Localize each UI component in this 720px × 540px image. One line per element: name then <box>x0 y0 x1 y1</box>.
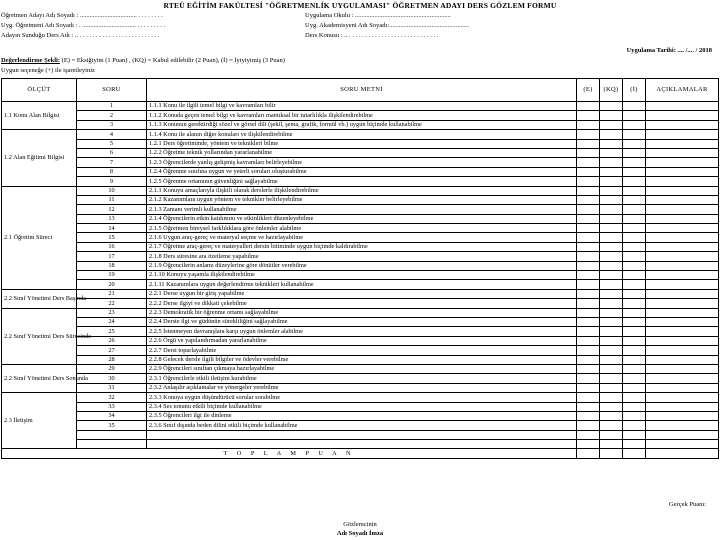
table-row <box>2 120 719 129</box>
notes-cell[interactable] <box>646 393 719 402</box>
score-e-cell[interactable] <box>577 224 600 233</box>
table-row <box>2 336 719 345</box>
score-e-cell[interactable] <box>577 186 600 195</box>
legend-items: (E) = Eksiğiyim (1 Puan) , (KQ) = Kabul edilebilir (2 Puan), (İ) = İyiyiyimiş (3 Puan) <box>61 57 285 64</box>
total-score-cell[interactable] <box>600 449 623 458</box>
score-i-cell[interactable] <box>623 346 646 355</box>
table-row <box>2 421 719 430</box>
table-row <box>2 233 719 242</box>
score-e-cell[interactable] <box>577 364 600 373</box>
question-number: 3 <box>77 120 147 129</box>
score-e-cell[interactable] <box>577 346 600 355</box>
question-text: 2.2.9 Öğrencileri sınıftan çıkmaya hazırlayabilme <box>147 364 577 373</box>
question-text: 2.3.3 Konuya uygun düşündürücü sorular sorabilme <box>147 393 577 402</box>
score-e-cell[interactable] <box>577 261 600 270</box>
header-text: SORU METNİ <box>147 79 577 102</box>
question-text: 2.1.7 Öğretme araç-gereç ve materyalleri dersin bitiminde uygun biçimde kaldırabilme <box>147 242 577 251</box>
header-kq: (KQ) <box>600 79 623 102</box>
score-i-cell[interactable] <box>623 289 646 298</box>
score-i-cell[interactable] <box>623 299 646 308</box>
question-number: 31 <box>77 383 147 392</box>
question-number: 13 <box>77 214 147 223</box>
score-kq-cell[interactable] <box>600 120 623 129</box>
question-text: 1.1.4 Konu ile alanın diğer konuları ve ilişkilendirebilme <box>147 130 577 139</box>
table-row <box>2 308 719 317</box>
score-kq-cell[interactable] <box>600 148 623 157</box>
criterion-cell: 1.2 Alan Eğitimi Bilgisi <box>2 130 77 186</box>
total-label: T O P L A M P U A N <box>2 449 577 458</box>
question-text: 2.1.8 Ders süresine ara özetleme yapabilme <box>147 252 577 261</box>
header-notes: AÇIKLAMALAR <box>646 79 719 102</box>
question-number <box>77 430 147 439</box>
score-e-cell[interactable] <box>577 430 600 439</box>
question-text: 2.1.5 Öğretmen bireysel farklılıklara göre önlemler alabilme <box>147 224 577 233</box>
info-topic: Ders Konusu : .. . . . . . . . . . . . . . . . . . . . . . . . . . . . . <box>305 32 439 39</box>
score-kq-cell[interactable] <box>600 271 623 280</box>
table-row <box>2 139 719 148</box>
question-text: 2.1.9 Öğrencilerin anlamı düzeylerine göre dönütler verebilme <box>147 261 577 270</box>
notes-cell[interactable] <box>646 317 719 326</box>
question-number: 6 <box>77 148 147 157</box>
table-row <box>2 411 719 420</box>
table-row <box>2 327 719 336</box>
score-i-cell[interactable] <box>623 308 646 317</box>
question-text: 2.1.11 Kazanımlara uygun değerlendirme teknikleri kullanabilme <box>147 280 577 289</box>
question-text: 2.2.8 Gelecek dersle ilgili bilgiler ve ödevler verebilme <box>147 355 577 364</box>
score-kq-cell[interactable] <box>600 261 623 270</box>
criterion-cell: 2.1 Öğretim Süreci <box>2 186 77 289</box>
score-kq-cell[interactable] <box>600 355 623 364</box>
notes-cell[interactable] <box>646 186 719 195</box>
header-no: SORU <box>77 79 147 102</box>
question-number: 14 <box>77 224 147 233</box>
question-number: 21 <box>77 289 147 298</box>
real-score-label: Gerçek Puanı: <box>668 501 706 508</box>
notes-cell[interactable] <box>646 327 719 336</box>
question-text: 2.3.2 Anlaşılır açıklamalar ve yönergeler verebilme <box>147 383 577 392</box>
notes-cell[interactable] <box>646 224 719 233</box>
score-i-cell[interactable] <box>623 233 646 242</box>
score-i-cell[interactable] <box>623 261 646 270</box>
notes-cell[interactable] <box>646 205 719 214</box>
table-row <box>2 186 719 195</box>
total-notes-cell[interactable] <box>646 449 719 458</box>
score-kq-cell[interactable] <box>600 224 623 233</box>
total-score-cell[interactable] <box>577 449 600 458</box>
score-i-cell[interactable] <box>623 364 646 373</box>
score-i-cell[interactable] <box>623 195 646 204</box>
question-number: 25 <box>77 327 147 336</box>
score-i-cell[interactable] <box>623 111 646 120</box>
criterion-cell: 2.3 İletişim <box>2 393 77 449</box>
question-text: 2.2.1 Derse uygun bir giriş yapabilme <box>147 289 577 298</box>
header-e: (E) <box>577 79 600 102</box>
notes-cell[interactable] <box>646 139 719 148</box>
notes-cell[interactable] <box>646 355 719 364</box>
question-text <box>147 440 577 449</box>
score-e-cell[interactable] <box>577 355 600 364</box>
score-kq-cell[interactable] <box>600 336 623 345</box>
score-i-cell[interactable] <box>623 383 646 392</box>
score-kq-cell[interactable] <box>600 327 623 336</box>
table-row <box>2 364 719 373</box>
score-kq-cell[interactable] <box>600 411 623 420</box>
question-text: 1.2.5 Öğrenme ortamının güvenliğini sağlayabilme <box>147 177 577 186</box>
question-text: 1.1.1 Konu ile ilgili temel bilgi ve kavramları bilir <box>147 102 577 111</box>
question-text: 2.1.10 Konuyu yaşamla ilişkilendirebilme <box>147 271 577 280</box>
score-i-cell[interactable] <box>623 280 646 289</box>
question-text: 2.1.3 Zamanı verimli kullanabilme <box>147 205 577 214</box>
score-e-cell[interactable] <box>577 402 600 411</box>
score-kq-cell[interactable] <box>600 430 623 439</box>
score-e-cell[interactable] <box>577 280 600 289</box>
form-title: RTEÜ EĞİTİM FAKÜLTESİ "ÖĞRETMENLİK UYGULAMASI" ÖĞRETMEN ADAYI DERS GÖZLEM FORMU <box>163 1 557 10</box>
legend-instruction: Uygun seçeneğe (+) ile işaretleyiniz <box>1 67 95 74</box>
question-number: 30 <box>77 374 147 383</box>
question-text: 2.1.1 Konuyu amaçlarıyla ilişkili olarak derslerle ilişkilendirebilme <box>147 186 577 195</box>
question-text: 1.1.2 Konuda geçen temel bilgi ve kavramları mantıksal bir tutarlılıkla ilişkilendirebilme <box>147 111 577 120</box>
question-number: 26 <box>77 336 147 345</box>
score-kq-cell[interactable] <box>600 111 623 120</box>
criterion-cell: 2.2 Sınıf Yönetimi Ders Başında <box>2 289 77 308</box>
score-kq-cell[interactable] <box>600 402 623 411</box>
score-i-cell[interactable] <box>623 252 646 261</box>
observer-label: Gözlemcinin <box>343 521 377 528</box>
score-e-cell[interactable] <box>577 148 600 157</box>
score-kq-cell[interactable] <box>600 374 623 383</box>
score-kq-cell[interactable] <box>600 130 623 139</box>
score-i-cell[interactable] <box>623 411 646 420</box>
table-row <box>2 402 719 411</box>
score-e-cell[interactable] <box>577 327 600 336</box>
question-number: 16 <box>77 242 147 251</box>
score-kq-cell[interactable] <box>600 252 623 261</box>
info-school: Uygulama Okulu : ........................................................... <box>305 12 451 19</box>
score-e-cell[interactable] <box>577 299 600 308</box>
table-row <box>2 393 719 402</box>
question-number: 29 <box>77 364 147 373</box>
score-i-cell[interactable] <box>623 120 646 129</box>
score-kq-cell[interactable] <box>600 440 623 449</box>
score-e-cell[interactable] <box>577 308 600 317</box>
question-text: 1.2.1 Ders öğretiminde, yöntem ve teknikleri bilme <box>147 139 577 148</box>
score-e-cell[interactable] <box>577 421 600 430</box>
score-kq-cell[interactable] <box>600 205 623 214</box>
table-row <box>2 271 719 280</box>
score-e-cell[interactable] <box>577 167 600 176</box>
observation-table <box>1 78 719 459</box>
question-text: 2.3.1 Öğrencilerle etkili iletişim kurabilme <box>147 374 577 383</box>
question-text: 2.2.2 Derse ilgiyi ve dikkati çekebilme <box>147 299 577 308</box>
question-text: 1.2.2 Öğretme teknik yollarından yararlanabilme <box>147 148 577 157</box>
notes-cell[interactable] <box>646 308 719 317</box>
evaluation-legend <box>1 57 285 64</box>
question-number: 7 <box>77 158 147 167</box>
notes-cell[interactable] <box>646 374 719 383</box>
notes-cell[interactable] <box>646 252 719 261</box>
score-kq-cell[interactable] <box>600 289 623 298</box>
score-e-cell[interactable] <box>577 440 600 449</box>
header-criterion: ÖLÇÜT <box>2 79 77 102</box>
score-e-cell[interactable] <box>577 271 600 280</box>
score-i-cell[interactable] <box>623 355 646 364</box>
score-i-cell[interactable] <box>623 167 646 176</box>
application-date: Uygulama Tarihi: .... /.... / 2018 <box>626 47 712 54</box>
question-text: 1.2.4 Öğrenme sınıfına uygun ve yeterli soruları oluşturabilme <box>147 167 577 176</box>
notes-cell[interactable] <box>646 336 719 345</box>
notes-cell[interactable] <box>646 177 719 186</box>
table-row <box>2 355 719 364</box>
question-number: 28 <box>77 355 147 364</box>
table-row <box>2 346 719 355</box>
criterion-cell: 2.2 Sınıf Yönetimi Ders Sonunda <box>2 364 77 392</box>
score-kq-cell[interactable] <box>600 364 623 373</box>
score-i-cell[interactable] <box>623 158 646 167</box>
question-number: 15 <box>77 233 147 242</box>
notes-cell[interactable] <box>646 148 719 157</box>
score-i-cell[interactable] <box>623 374 646 383</box>
question-number: 5 <box>77 139 147 148</box>
question-number: 18 <box>77 261 147 270</box>
table-row <box>2 205 719 214</box>
score-kq-cell[interactable] <box>600 102 623 111</box>
question-text: 2.2.4 Derste ilgi ve güdünün sürekliliğini sağlayabilme <box>147 317 577 326</box>
question-text: 2.3.5 Öğrencileri ilgi ile dinleme <box>147 411 577 420</box>
question-number: 27 <box>77 346 147 355</box>
score-e-cell[interactable] <box>577 289 600 298</box>
notes-cell[interactable] <box>646 299 719 308</box>
question-text: 2.1.2 Kazanımlara uygun yöntem ve teknikler belirleyebilme <box>147 195 577 204</box>
question-number: 19 <box>77 271 147 280</box>
score-e-cell[interactable] <box>577 233 600 242</box>
question-number: 17 <box>77 252 147 261</box>
question-text: 2.3.6 Sınıf dışında beden dilini etkili biçimde kullanabilme <box>147 421 577 430</box>
score-i-cell[interactable] <box>623 139 646 148</box>
score-kq-cell[interactable] <box>600 421 623 430</box>
score-i-cell[interactable] <box>623 393 646 402</box>
score-e-cell[interactable] <box>577 120 600 129</box>
table-row <box>2 224 719 233</box>
score-i-cell[interactable] <box>623 224 646 233</box>
notes-cell[interactable] <box>646 195 719 204</box>
score-i-cell[interactable] <box>623 102 646 111</box>
score-kq-cell[interactable] <box>600 383 623 392</box>
info-course: Adayın Sunduğu Ders Adı : .. . . . . . . . . . . . . . . . . . . . . . . . . . <box>1 32 160 39</box>
score-kq-cell[interactable] <box>600 195 623 204</box>
question-text: 1.1.3 Konunun gerektirdiği sözel ve görsel dili (şekil, şema, grafik, formül vb.) uygun biçimde kullanabilme <box>147 120 577 129</box>
score-i-cell[interactable] <box>623 205 646 214</box>
score-i-cell[interactable] <box>623 440 646 449</box>
notes-cell[interactable] <box>646 421 719 430</box>
question-text <box>147 430 577 439</box>
info-academic: Uyg. Akademisyeni Adı Soyadı:................................................. <box>305 22 469 29</box>
notes-cell[interactable] <box>646 111 719 120</box>
notes-cell[interactable] <box>646 411 719 420</box>
notes-cell[interactable] <box>646 271 719 280</box>
question-number: 12 <box>77 205 147 214</box>
table-row <box>2 158 719 167</box>
total-row <box>2 449 719 458</box>
question-number: 23 <box>77 308 147 317</box>
score-i-cell[interactable] <box>623 327 646 336</box>
score-kq-cell[interactable] <box>600 346 623 355</box>
score-i-cell[interactable] <box>623 177 646 186</box>
score-e-cell[interactable] <box>577 205 600 214</box>
score-e-cell[interactable] <box>577 383 600 392</box>
score-i-cell[interactable] <box>623 130 646 139</box>
score-kq-cell[interactable] <box>600 308 623 317</box>
score-e-cell[interactable] <box>577 252 600 261</box>
notes-cell[interactable] <box>646 167 719 176</box>
notes-cell[interactable] <box>646 402 719 411</box>
question-number: 35 <box>77 421 147 430</box>
question-text: 2.2.5 İstenmeyen davranışlara karşı uygun önlemler alabilme <box>147 327 577 336</box>
score-kq-cell[interactable] <box>600 186 623 195</box>
score-kq-cell[interactable] <box>600 214 623 223</box>
score-i-cell[interactable] <box>623 421 646 430</box>
score-kq-cell[interactable] <box>600 280 623 289</box>
observer-signature <box>0 520 720 538</box>
score-e-cell[interactable] <box>577 374 600 383</box>
total-score-cell[interactable] <box>623 449 646 458</box>
table-row <box>2 111 719 120</box>
legend-label: Değerlendirme Şekli: <box>1 57 61 64</box>
score-e-cell[interactable] <box>577 111 600 120</box>
question-number: 4 <box>77 130 147 139</box>
criterion-cell: 1.1 Konu Alan Bilgisi <box>2 102 77 130</box>
score-kq-cell[interactable] <box>600 242 623 251</box>
notes-cell[interactable] <box>646 242 719 251</box>
question-number <box>77 440 147 449</box>
score-e-cell[interactable] <box>577 242 600 251</box>
score-i-cell[interactable] <box>623 242 646 251</box>
notes-cell[interactable] <box>646 102 719 111</box>
question-number: 1 <box>77 102 147 111</box>
score-kq-cell[interactable] <box>600 158 623 167</box>
score-i-cell[interactable] <box>623 271 646 280</box>
table-row <box>2 383 719 392</box>
score-kq-cell[interactable] <box>600 177 623 186</box>
table-row <box>2 280 719 289</box>
score-i-cell[interactable] <box>623 317 646 326</box>
table-row <box>2 430 719 439</box>
table-row <box>2 317 719 326</box>
score-e-cell[interactable] <box>577 411 600 420</box>
question-text: 2.3.4 Ses tonunu etkili biçimde kullanabilme <box>147 402 577 411</box>
score-e-cell[interactable] <box>577 317 600 326</box>
table-row <box>2 374 719 383</box>
score-i-cell[interactable] <box>623 402 646 411</box>
question-number: 2 <box>77 111 147 120</box>
notes-cell[interactable] <box>646 233 719 242</box>
notes-cell[interactable] <box>646 289 719 298</box>
table-row <box>2 167 719 176</box>
score-kq-cell[interactable] <box>600 317 623 326</box>
table-row <box>2 440 719 449</box>
question-text: 2.2.6 Örgü ve yapılandırmadan yararlanabilme <box>147 336 577 345</box>
score-e-cell[interactable] <box>577 214 600 223</box>
question-number: 32 <box>77 393 147 402</box>
score-i-cell[interactable] <box>623 336 646 345</box>
notes-cell[interactable] <box>646 440 719 449</box>
score-e-cell[interactable] <box>577 336 600 345</box>
score-e-cell[interactable] <box>577 393 600 402</box>
notes-cell[interactable] <box>646 346 719 355</box>
score-e-cell[interactable] <box>577 102 600 111</box>
header-i: (İ) <box>623 79 646 102</box>
notes-cell[interactable] <box>646 430 719 439</box>
notes-cell[interactable] <box>646 364 719 373</box>
question-number: 8 <box>77 167 147 176</box>
score-e-cell[interactable] <box>577 130 600 139</box>
table-row <box>2 148 719 157</box>
notes-cell[interactable] <box>646 130 719 139</box>
table-row <box>2 177 719 186</box>
table-row <box>2 195 719 204</box>
score-e-cell[interactable] <box>577 139 600 148</box>
table-row <box>2 214 719 223</box>
question-number: 10 <box>77 186 147 195</box>
question-number: 22 <box>77 299 147 308</box>
table-row <box>2 242 719 251</box>
score-i-cell[interactable] <box>623 430 646 439</box>
table-row <box>2 261 719 270</box>
notes-cell[interactable] <box>646 261 719 270</box>
score-kq-cell[interactable] <box>600 393 623 402</box>
question-number: 11 <box>77 195 147 204</box>
score-e-cell[interactable] <box>577 195 600 204</box>
question-text: 2.1.6 Uygun araç-gereç ve materyal seçme ve hazırlayabilme <box>147 233 577 242</box>
question-text: 2.2.3 Demokratik bir öğrenme ortamı sağlayabilme <box>147 308 577 317</box>
question-text: 2.2.7 Dersi toparlayabilme <box>147 346 577 355</box>
question-number: 24 <box>77 317 147 326</box>
table-row <box>2 252 719 261</box>
score-e-cell[interactable] <box>577 177 600 186</box>
table-row <box>2 130 719 139</box>
score-i-cell[interactable] <box>623 214 646 223</box>
score-kq-cell[interactable] <box>600 299 623 308</box>
question-number: 34 <box>77 411 147 420</box>
table-row <box>2 289 719 298</box>
table-row <box>2 102 719 111</box>
criterion-cell: 2.2 Sınıf Yönetimi Ders Sürecinde <box>2 308 77 364</box>
notes-cell[interactable] <box>646 120 719 129</box>
score-kq-cell[interactable] <box>600 139 623 148</box>
score-kq-cell[interactable] <box>600 167 623 176</box>
question-text: 2.1.4 Öğrencilerin etkin katılımını ve etkinlikleri düzenleyebilme <box>147 214 577 223</box>
notes-cell[interactable] <box>646 158 719 167</box>
question-text: 1.2.3 Öğrencilerde yanlış gelişmiş kavramları belirleyebilme <box>147 158 577 167</box>
info-trainee: Öğretmen Adayı Adı Soyadı : ................................... . . . . . . . . <box>1 12 163 19</box>
score-i-cell[interactable] <box>623 148 646 157</box>
table-header <box>2 79 719 102</box>
score-i-cell[interactable] <box>623 186 646 195</box>
info-teacher: Uyg. Öğretmeni Adı Soyadı : . ................................. . . . . . . . . . <box>1 22 166 29</box>
notes-cell[interactable] <box>646 383 719 392</box>
question-number: 33 <box>77 402 147 411</box>
score-e-cell[interactable] <box>577 158 600 167</box>
table-row <box>2 299 719 308</box>
score-kq-cell[interactable] <box>600 233 623 242</box>
observer-name-sign: Adı Soyadı İmza <box>336 530 384 537</box>
question-number: 20 <box>77 280 147 289</box>
notes-cell[interactable] <box>646 280 719 289</box>
question-number: 9 <box>77 177 147 186</box>
notes-cell[interactable] <box>646 214 719 223</box>
